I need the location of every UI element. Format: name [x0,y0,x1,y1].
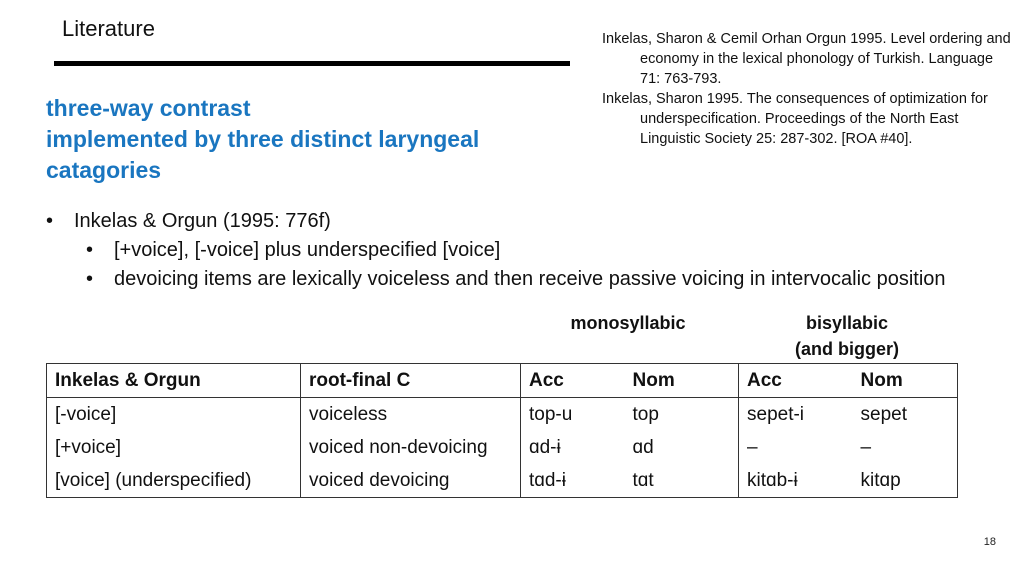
column-header: Acc [521,364,625,398]
bullet-list [46,207,946,294]
table-cell: voiced devoicing [301,464,521,498]
references [602,29,1012,149]
group-label-bisyllabic [757,310,937,362]
table-cell: voiced non-devoicing [301,431,521,464]
column-header: Acc [739,364,853,398]
bullet-icon: • [46,210,54,232]
section-title: Literature [62,16,155,41]
table-cell: [-voice] [47,398,301,432]
table-cell: [+voice] [47,431,301,464]
sub-bullet-item [46,265,946,294]
title-divider [54,61,570,66]
table-cell: sepet-i [739,398,853,432]
bullet-text: Inkelas & Orgun (1995: 776f) [74,210,331,232]
sub-bullet-item [46,236,946,265]
table-cell: tɑd-ɨ [521,464,625,498]
heading-line: implemented by three distinct laryngeal [46,126,480,152]
table-cell: top-u [521,398,625,432]
heading-line: catagories [46,157,162,183]
table-cell: sepet [853,398,958,432]
table-cell: – [853,431,958,464]
bullet-item [46,207,946,236]
table-cell: voiceless [301,398,521,432]
table-cell: tɑt [625,464,739,498]
column-header: root-final C [301,364,521,398]
reference-item: Inkelas, Sharon & Cemil Orhan Orgun 1995. Level ordering and economy in the lexical phonology of Turkish. Language 71: 763-793. [602,31,1011,87]
slide-heading [46,93,566,186]
table-cell: top [632,403,659,425]
table-cell: kitɑb-ɨ [739,464,853,498]
sub-bullet-text: [+voice], [-voice] plus underspecified [voice] [114,239,501,261]
group-label-monosyllabic: monosyllabic [570,313,686,333]
table-cell: – [739,431,853,464]
table-cell: ɑd [632,436,654,458]
column-header: Nom [853,364,958,398]
column-header: Nom [625,364,739,398]
reference-item: Inkelas, Sharon 1995. The consequences of optimization for underspecification. Proceedings of the North East Linguistic Society 25: 287-302. [ROA #40]. [602,91,988,147]
group-label-line: bisyllabic [805,313,889,333]
column-header: Inkelas & Orgun [47,364,301,398]
table-cell: [voice] (underspecified) [47,464,301,498]
table-row [47,398,958,432]
table-header-row [47,364,958,398]
page-number: 18 [983,536,996,548]
sub-bullet-text: devoicing items are lexically voiceless and then receive passive voicing in intervocalic position [114,268,946,290]
heading-line: three-way contrast [46,95,251,121]
group-label-line: (and bigger) [795,339,899,359]
table-cell: ɑd-ɨ [521,431,625,464]
voicing-table [46,363,958,498]
table-cell: kitɑp [853,464,958,498]
bullet-icon: • [86,239,94,261]
bullet-icon: • [86,268,94,290]
table-row [47,464,958,498]
table-row [47,431,958,464]
